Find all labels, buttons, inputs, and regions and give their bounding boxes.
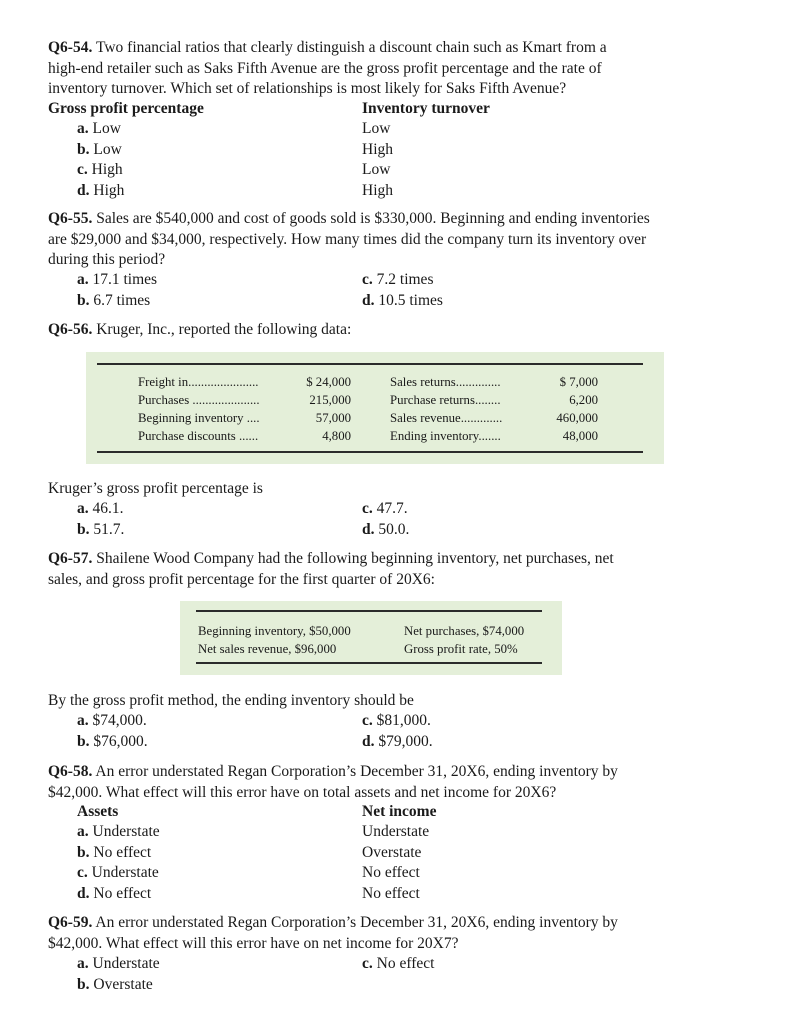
table-cell: $ 7,000: [559, 375, 598, 389]
table-right-labels: [390, 373, 502, 445]
table-cell: 460,000: [556, 411, 598, 425]
option-b: b. $76,000.: [77, 732, 148, 750]
question-q6-55-line-2: are $29,000 and $34,000, respectively. How many times did the company turn its inventory over: [48, 230, 647, 248]
question-q6-59-line-2: $42,000. What effect will this error have on net income for 20X7?: [48, 934, 459, 952]
table-cell: Gross profit rate, 50%: [404, 642, 518, 656]
question-q6-56: Q6-56. Kruger, Inc., reported the following data:: [48, 321, 352, 338]
column-header-inventory-turnover: Inventory turnover: [362, 100, 490, 117]
column-header-gross-profit: Gross profit percentage: [48, 100, 204, 117]
option-b: b. Low: [77, 140, 122, 158]
option-a-col2: Low: [362, 120, 391, 137]
table-row: Purchase returns........: [390, 393, 501, 407]
question-number: Q6-57.: [48, 550, 93, 567]
option-a: a. Understate: [77, 823, 160, 840]
option-a-col2: Understate: [362, 823, 430, 840]
question-q6-57-follow: By the gross profit method, the ending inventory should be: [48, 692, 414, 709]
table-cell: 4,800: [322, 429, 351, 443]
question-q6-54-line-2: high-end retailer such as Saks Fifth Avenue are the gross profit percentage and the rate of: [48, 59, 602, 77]
table-row: Purchases .....................: [138, 393, 260, 407]
option-c: c. Understate: [77, 864, 159, 881]
question-q6-55-line-1: Q6-55. Sales are $540,000 and cost of goods sold is $330,000. Beginning and ending inventories: [48, 210, 650, 227]
option-d: d. No effect: [77, 884, 152, 902]
option-b-col2: High: [362, 140, 393, 158]
option-c: c. No effect: [362, 955, 435, 972]
question-q6-56-follow: Kruger’s gross profit percentage is: [48, 480, 263, 497]
question-q6-54-line-1: Q6-54. Two financial ratios that clearly distinguish a discount chain such as Kmart from a: [48, 39, 607, 56]
option-c: c. High: [77, 161, 123, 178]
column-header-assets: Assets: [77, 803, 119, 820]
option-c: c. 7.2 times: [362, 271, 434, 288]
table-top-rule: [196, 610, 542, 612]
option-d: d. 10.5 times: [362, 291, 443, 309]
table-cell: $ 24,000: [306, 375, 351, 389]
table-cell: 57,000: [315, 411, 351, 425]
table-row: Beginning inventory ....: [138, 411, 260, 425]
option-d-col2: High: [362, 181, 393, 199]
table-bottom-rule: [196, 662, 542, 664]
question-number: Q6-58.: [48, 763, 93, 780]
question-q6-59-line-1: Q6-59. An error understated Regan Corporation’s December 31, 20X6, ending inventory by: [48, 914, 618, 931]
question-q6-54: [48, 38, 748, 100]
question-number: Q6-54.: [48, 39, 93, 56]
option-a: a. Understate: [77, 955, 160, 972]
table-cell: Beginning inventory, $50,000: [198, 624, 351, 638]
table-row: Sales returns..............: [390, 375, 501, 389]
question-q6-58-line-1: Q6-58. An error understated Regan Corporation’s December 31, 20X6, ending inventory by: [48, 763, 618, 780]
question-q6-55-line-3: during this period?: [48, 251, 166, 268]
table-cell: 6,200: [569, 393, 598, 407]
option-b: b. 51.7.: [77, 520, 125, 538]
question-q6-58: [48, 762, 748, 803]
option-c-col2: Low: [362, 161, 391, 178]
option-d-col2: No effect: [362, 884, 420, 902]
question-q6-59: [48, 913, 748, 954]
table-cell: 48,000: [562, 429, 598, 443]
table-right-values: [520, 373, 598, 445]
table-left-values: [270, 373, 351, 445]
table-row: Freight in......................: [138, 375, 259, 389]
table-left-labels: [138, 373, 260, 445]
option-b: b. 6.7 times: [77, 291, 151, 309]
option-d: d. High: [77, 181, 125, 199]
option-a: a. $74,000.: [77, 712, 147, 729]
option-b: b. No effect: [77, 843, 152, 861]
option-a: a. 17.1 times: [77, 271, 158, 288]
option-c: c. 47.7.: [362, 500, 408, 517]
option-a: a. Low: [77, 120, 121, 137]
table-cell: 215,000: [309, 393, 351, 407]
option-d: d. $79,000.: [362, 732, 433, 750]
table-row: Sales revenue.............: [390, 411, 503, 425]
table-cell: Net sales revenue, $96,000: [198, 642, 337, 656]
question-q6-55: [48, 209, 748, 271]
question-q6-57-line-2: sales, and gross profit percentage for the first quarter of 20X6:: [48, 570, 435, 588]
table-row: Ending inventory.......: [390, 429, 501, 443]
question-number: Q6-56.: [48, 321, 93, 338]
option-c: c. $81,000.: [362, 712, 431, 729]
question-q6-57-line-1: Q6-57. Shailene Wood Company had the following beginning inventory, net purchases, net: [48, 550, 614, 567]
table-row: Purchase discounts ......: [138, 429, 259, 443]
option-a: a. 46.1.: [77, 500, 124, 517]
option-d: d. 50.0.: [362, 520, 410, 538]
question-q6-54-line-3: inventory turnover. Which set of relationships is most likely for Saks Fifth Avenue?: [48, 80, 567, 97]
question-q6-58-line-2: $42,000. What effect will this error have on total assets and net income for 20X6?: [48, 783, 557, 801]
option-b-col2: Overstate: [362, 843, 422, 861]
table-top-rule: [97, 363, 643, 365]
option-b: b. Overstate: [77, 975, 153, 993]
question-number: Q6-55.: [48, 210, 93, 227]
table-cell: Net purchases, $74,000: [404, 624, 525, 638]
option-c-col2: No effect: [362, 864, 420, 881]
column-header-net-income: Net income: [362, 803, 437, 820]
question-number: Q6-59.: [48, 914, 93, 931]
table-bottom-rule: [97, 451, 643, 453]
question-q6-57: [48, 549, 748, 590]
